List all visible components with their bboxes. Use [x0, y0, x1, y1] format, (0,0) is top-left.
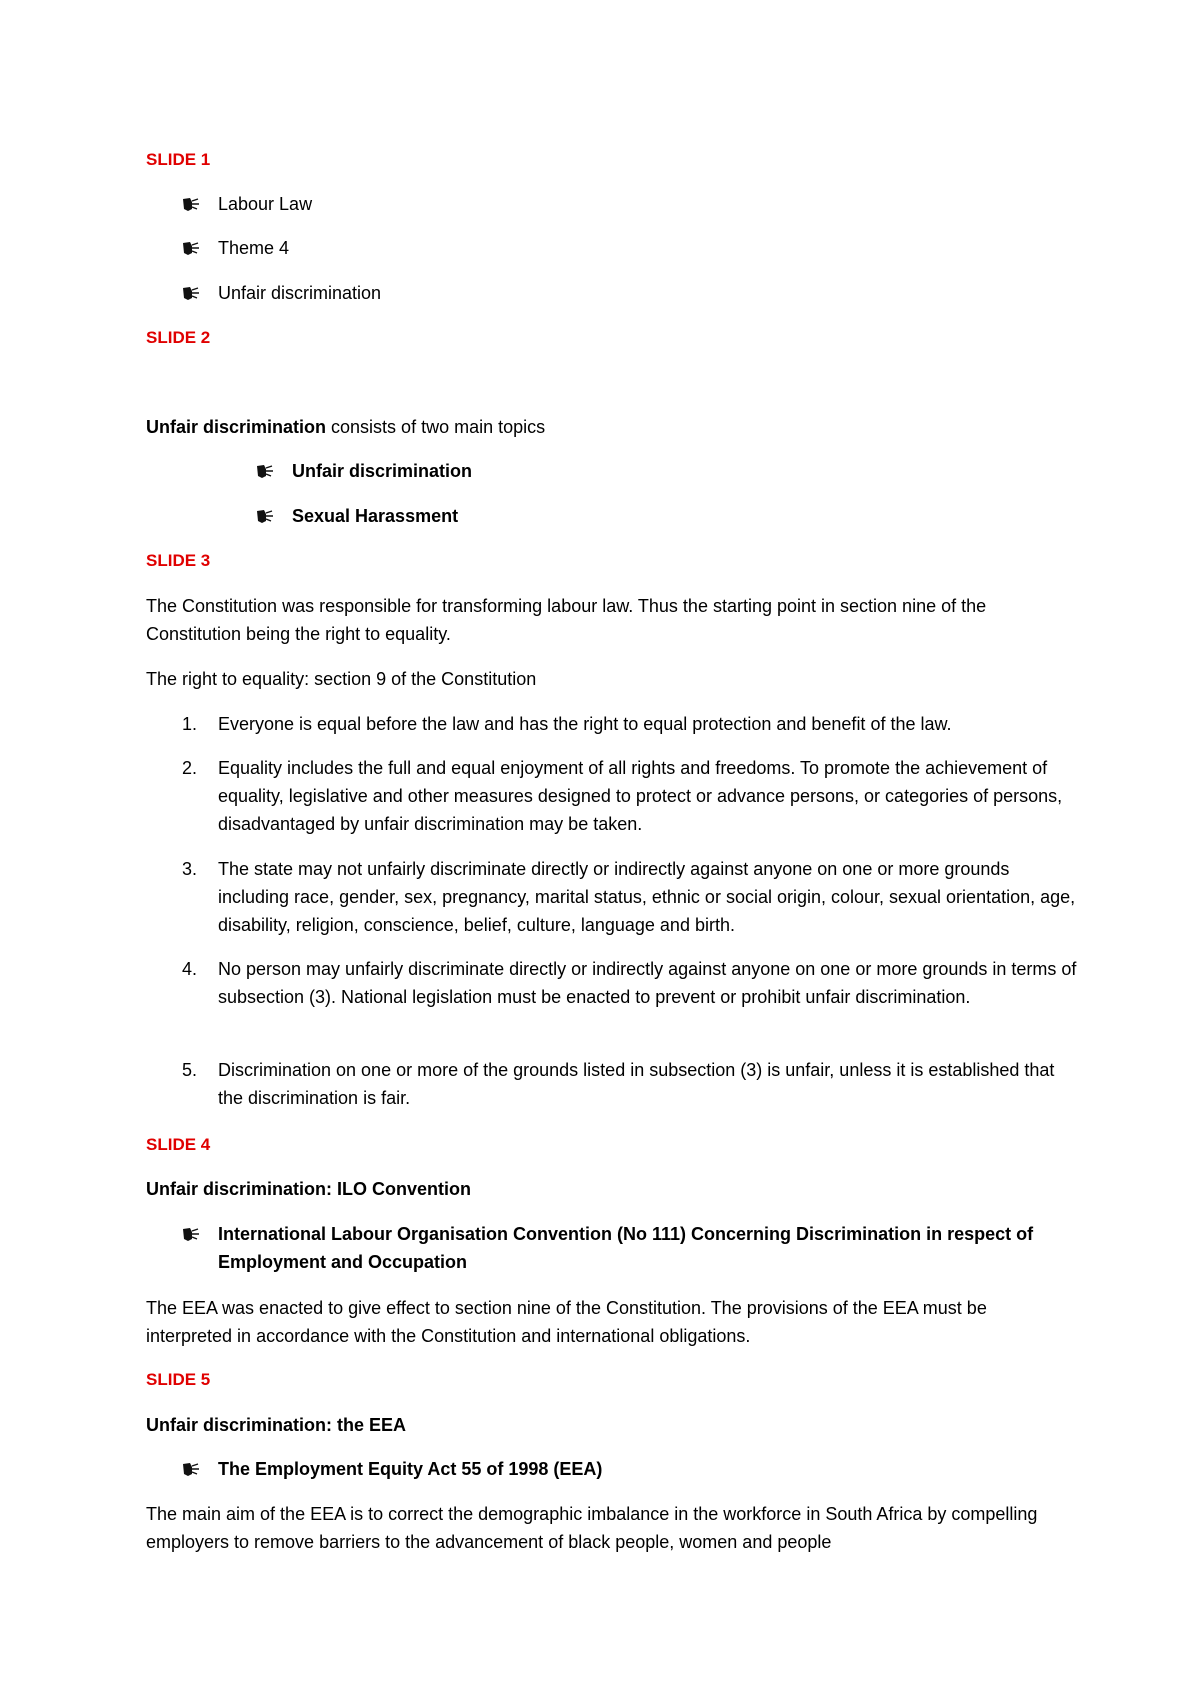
slide-heading: SLIDE 4	[146, 1135, 211, 1154]
pointing-hand-icon	[182, 279, 202, 307]
list-item: No person may unfairly discriminate directly or indirectly against anyone on one or more grounds in terms of subsection (3). National legislation must be enacted to prevent or prohibit unfair discrimination.	[218, 959, 1077, 1007]
intro-paragraph	[146, 413, 1066, 441]
subheading: Unfair discrimination: the EEA	[146, 1415, 407, 1435]
slide-heading: SLIDE 5	[146, 1370, 211, 1389]
subheading: Unfair discrimination: ILO Convention	[146, 1179, 472, 1199]
pointing-hand-icon	[182, 234, 202, 262]
list-item: Equality includes the full and equal enjoyment of all rights and freedoms. To promote the achievement of equality, legislative and other measures designed to protect or advance persons, or categories of persons, disadvantaged by unfair discrimination may be taken.	[218, 758, 1063, 834]
bullet-item: Unfair discrimination	[218, 283, 382, 303]
list-number: 2.	[182, 758, 198, 778]
pointing-hand-icon	[182, 1455, 202, 1483]
pointing-hand-icon	[256, 457, 276, 485]
list-number: 5.	[182, 1060, 198, 1080]
bullet-item: Sexual Harassment	[292, 506, 459, 526]
bullet-item: Labour Law	[218, 194, 313, 214]
paragraph: The main aim of the EEA is to correct the demographic imbalance in the workforce in South Africa by compelling employers to remove barriers to the advancement of black people, women and people	[146, 1504, 1038, 1552]
slide-heading: SLIDE 3	[146, 551, 211, 570]
intro-rest: consists of two main topics	[326, 417, 546, 437]
intro-bold: Unfair discrimination	[146, 417, 327, 437]
slide-heading: SLIDE 2	[146, 328, 211, 347]
bullet-item: Unfair discrimination	[292, 461, 473, 481]
subheading: The right to equality: section 9 of the Constitution	[146, 669, 537, 689]
pointing-hand-icon	[256, 502, 276, 530]
list-number: 4.	[182, 959, 198, 979]
list-number: 1.	[182, 714, 198, 734]
list-item: Discrimination on one or more of the grounds listed in subsection (3) is unfair, unless it is established that the discrimination is fair.	[218, 1060, 1055, 1108]
list-item: Everyone is equal before the law and has the right to equal protection and benefit of the law.	[218, 714, 952, 734]
bullet-item: International Labour Organisation Convention (No 111) Concerning Discrimination in respect of Employment and Occupation	[218, 1224, 1034, 1272]
bullet-item: Theme 4	[218, 238, 290, 258]
paragraph: The EEA was enacted to give effect to section nine of the Constitution. The provisions of the EEA must be interpreted in accordance with the Constitution and international obligations.	[146, 1298, 987, 1346]
list-item: The state may not unfairly discriminate directly or indirectly against anyone on one or more grounds including race, gender, sex, pregnancy, marital status, ethnic or social origin, colour, sexual orientation, age, disability, religion, conscience, belief, culture, language and birth.	[218, 859, 1076, 935]
pointing-hand-icon	[182, 1220, 202, 1248]
bullet-item: The Employment Equity Act 55 of 1998 (EEA)	[218, 1459, 603, 1479]
pointing-hand-icon	[182, 190, 202, 218]
paragraph: The Constitution was responsible for transforming labour law. Thus the starting point in section nine of the Constitution being the right to equality.	[146, 596, 987, 644]
slide-heading: SLIDE 1	[146, 150, 211, 169]
list-number: 3.	[182, 859, 198, 879]
